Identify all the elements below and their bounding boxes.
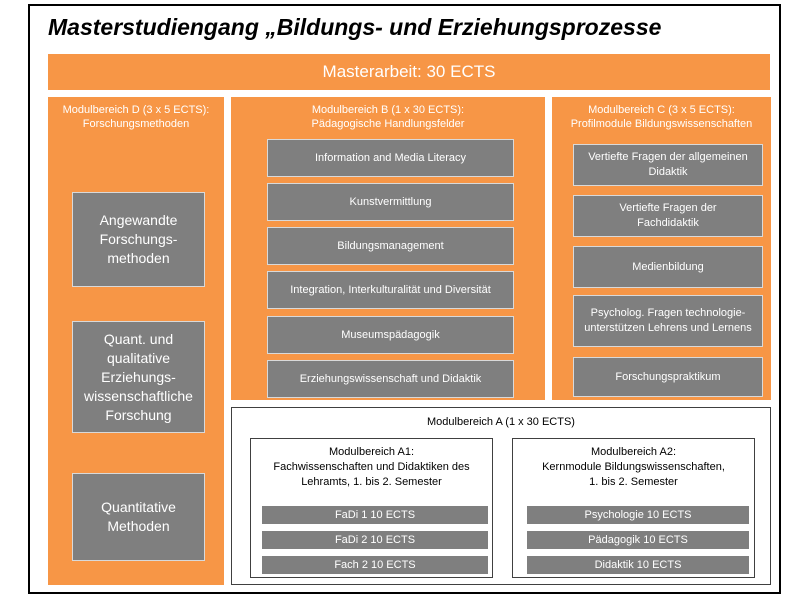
- module-d-column: [48, 97, 224, 585]
- module-d-heading-line1: Modulbereich D (3 x 5 ECTS):: [62, 104, 210, 116]
- module-b-item: Integration, Interkulturalität und Diversität: [267, 271, 514, 309]
- module-a2-item: Pädagogik 10 ECTS: [527, 531, 749, 549]
- module-a1-heading-line3: Lehramts, 1. bis 2. Semester: [301, 476, 442, 488]
- masterarbeit-bar: Masterarbeit: 30 ECTS: [48, 54, 770, 90]
- module-a2-heading: [513, 445, 754, 490]
- module-a1-heading: [251, 445, 492, 490]
- module-b-item: Information and Media Literacy: [267, 139, 514, 177]
- module-b-item: Bildungsmanagement: [267, 227, 514, 265]
- module-a2-heading-line1: Modulbereich A2:: [591, 446, 676, 458]
- module-a1-heading-line1: Modulbereich A1:: [329, 446, 414, 458]
- module-a1-item: FaDi 1 10 ECTS: [262, 506, 488, 524]
- module-c-item: Medienbildung: [573, 246, 763, 288]
- module-a2-heading-line2: Kernmodule Bildungswissenschaften,: [542, 461, 725, 473]
- module-c-item: Vertiefte Fragen der allgemeinen Didaktik: [573, 144, 763, 186]
- module-c-column: [552, 97, 771, 400]
- module-c-heading-line2: Profilmodule Bildungswissenschaften: [570, 118, 753, 130]
- module-a1-item: Fach 2 10 ECTS: [262, 556, 488, 574]
- module-d-item: Quant. und qualitative Erziehungs-wissenschaftliche Forschung: [72, 321, 205, 433]
- module-d-heading-line2: Forschungsmethoden: [82, 118, 190, 130]
- module-a2-heading-line3: 1. bis 2. Semester: [589, 476, 678, 488]
- module-b-heading-line2: Pädagogische Handlungsfelder: [311, 118, 465, 130]
- module-a-box: [231, 407, 771, 585]
- module-d-item: Angewandte Forschungs-methoden: [72, 192, 205, 287]
- module-d-item: Quantitative Methoden: [72, 473, 205, 561]
- module-a2-item: Psychologie 10 ECTS: [527, 506, 749, 524]
- module-b-heading: [231, 103, 545, 131]
- module-a2-box: [512, 438, 755, 578]
- module-a1-box: [250, 438, 493, 578]
- module-b-heading-line1: Modulbereich B (1 x 30 ECTS):: [311, 104, 465, 116]
- module-b-column: [231, 97, 545, 400]
- page-title: Masterstudiengang „Bildungs- und Erziehungsprozesse: [48, 14, 662, 40]
- module-a1-heading-line2: Fachwissenschaften und Didaktiken des: [273, 461, 470, 473]
- module-a2-item: Didaktik 10 ECTS: [527, 556, 749, 574]
- module-b-item: Kunstvermittlung: [267, 183, 514, 221]
- module-c-item: Vertiefte Fragen der Fachdidaktik: [573, 195, 763, 237]
- module-b-item: Erziehungswissenschaft und Didaktik: [267, 360, 514, 398]
- module-c-heading: [552, 103, 771, 131]
- module-a-heading: Modulbereich A (1 x 30 ECTS): [427, 416, 575, 428]
- module-b-item: Museumspädagogik: [267, 316, 514, 354]
- module-c-item: Psycholog. Fragen technologie-unterstützen Lehrens und Lernens: [573, 295, 763, 347]
- module-a1-item: FaDi 2 10 ECTS: [262, 531, 488, 549]
- module-d-heading: [48, 103, 224, 131]
- module-c-heading-line1: Modulbereich C (3 x 5 ECTS):: [588, 104, 735, 116]
- module-c-item: Forschungspraktikum: [573, 357, 763, 397]
